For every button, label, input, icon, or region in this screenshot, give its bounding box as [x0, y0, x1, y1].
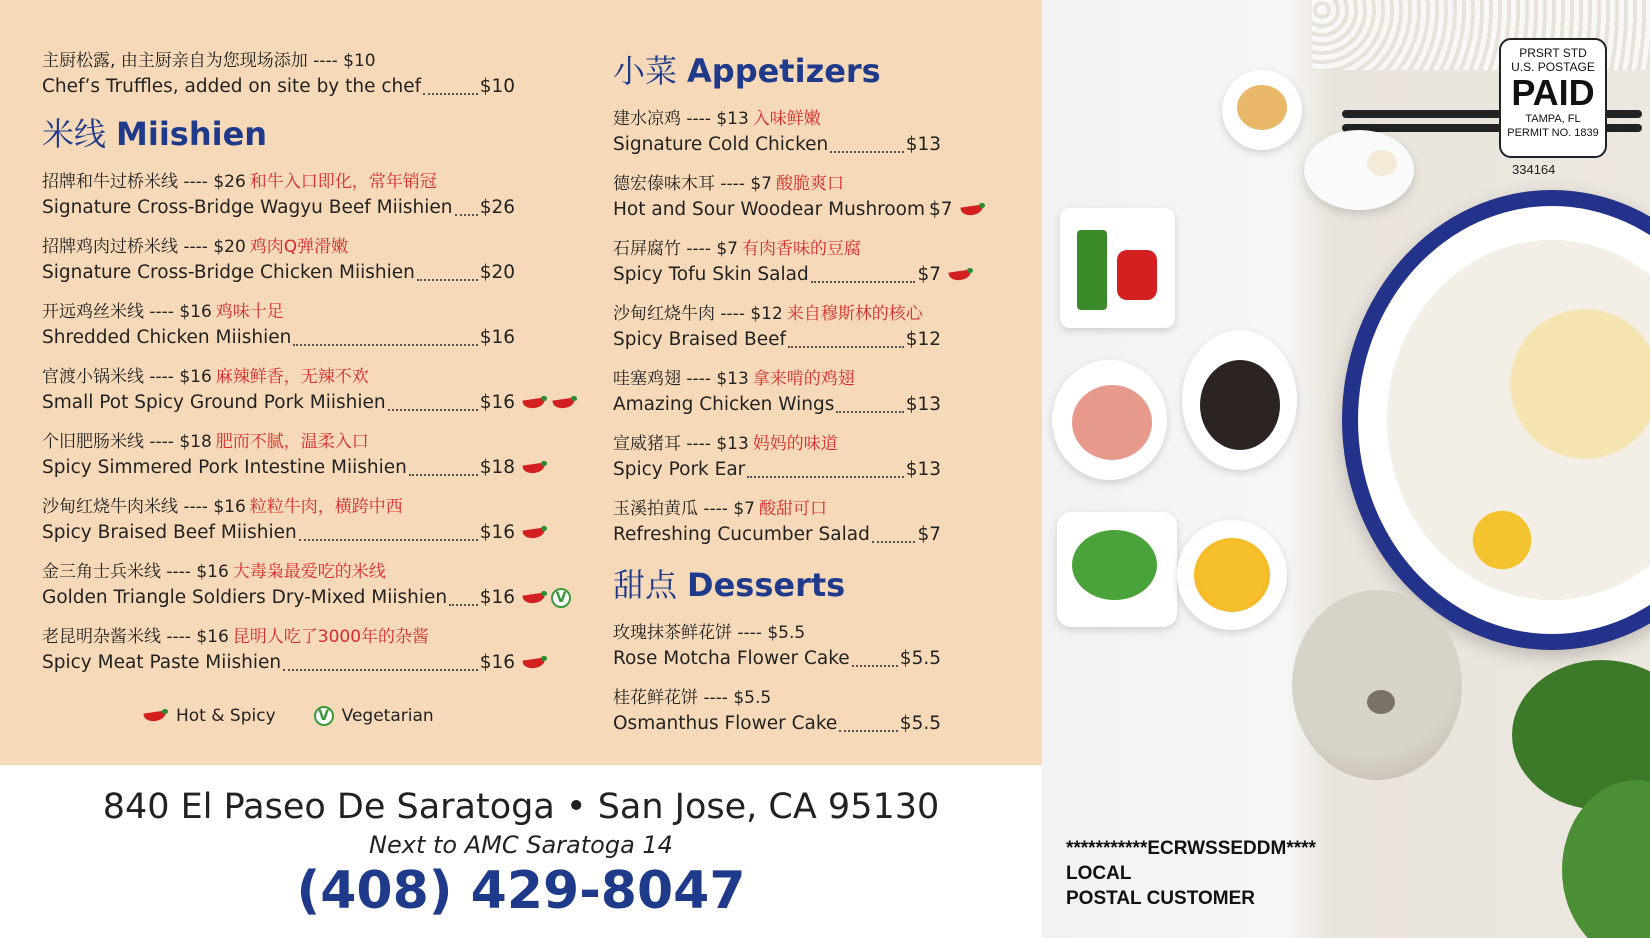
miishien-title: 米线 Miishien [42, 115, 268, 153]
menu-item [42, 364, 587, 416]
miishien-list [42, 169, 587, 676]
stone [1292, 590, 1462, 780]
item-name: Hot and Sour Woodear Mushroom [613, 199, 926, 220]
item-name: Spicy Tofu Skin Salad [613, 264, 809, 285]
item-zh: 沙甸红烧牛肉米线 ---- $16 粒粒牛肉，横跨中西 [42, 497, 403, 517]
item-zh: 石屏腐竹 ---- $7 有肉香味的豆腐 [613, 239, 861, 259]
menu-item [42, 624, 587, 676]
chili-pepper-icon [521, 591, 547, 605]
item-note: 妈妈的味道 [752, 434, 838, 454]
postage-stamp: PRSRT STD U.S. POSTAGE PAID TAMPA, FL PERMIT NO. 1839 [1499, 38, 1607, 158]
truffles-en: Chef’s Truffles, added on site by the chef [42, 76, 422, 97]
phone-number: (408) 429-8047 [296, 861, 746, 921]
item-zh: 沙甸红烧牛肉 ---- $12 来自穆斯林的核心 [613, 304, 923, 324]
item-zh: 宣威猪耳 ---- $13 妈妈的味道 [613, 434, 838, 454]
item-zh: 招牌鸡肉过桥米线 ---- $20 鸡肉Q弹滑嫩 [42, 237, 349, 257]
legend-veg: Vegetarian [341, 706, 434, 726]
desserts-title: 甜点 Desserts [613, 566, 846, 604]
vegetarian-icon: V [314, 706, 334, 726]
menu-item [613, 620, 1013, 672]
chili-pepper-icon [521, 656, 547, 670]
item-name: Shredded Chicken Miishien [42, 327, 292, 348]
menu-item [613, 106, 1013, 158]
item-price: $5.5 [899, 648, 941, 669]
menu-item [613, 171, 1013, 223]
item-note: 麻辣鲜香，无辣不欢 [215, 367, 369, 387]
desserts-list [613, 620, 1013, 737]
left-column [42, 48, 587, 689]
item-note: 和牛入口即化，常年销冠 [249, 172, 437, 192]
item-zh: 官渡小锅米线 ---- $16 麻辣鲜香，无辣不欢 [42, 367, 369, 387]
item-note: 粒粒牛肉，横跨中西 [249, 497, 403, 517]
chili-pepper-icon [521, 461, 547, 475]
item-price: $26 [479, 197, 515, 218]
food-photo [1042, 0, 1650, 938]
item-name: Signature Cross-Bridge Chicken Miishien [42, 262, 415, 283]
item-price: $13 [905, 134, 941, 155]
item-zh: 开远鸡丝米线 ---- $16 鸡味十足 [42, 302, 284, 322]
item-price: $16 [479, 652, 515, 673]
item-price: $20 [479, 262, 515, 283]
truffles-zh: 主厨松露, 由主厨亲自为您现场添加 ---- $10 [42, 51, 376, 71]
menu-item [613, 431, 1013, 483]
spoon [1304, 130, 1414, 210]
item-note: 酸脆爽口 [775, 174, 844, 194]
item-price: $12 [905, 329, 941, 350]
item-zh: 招牌和牛过桥米线 ---- $26 和牛入口即化，常年销冠 [42, 172, 437, 192]
chili-pepper-icon [959, 203, 985, 217]
menu-item [613, 301, 1013, 353]
item-note: 鸡肉Q弹滑嫩 [249, 237, 349, 257]
item-note: 来自穆斯林的核心 [786, 304, 923, 324]
item-name: Osmanthus Flower Cake [613, 713, 838, 734]
item-zh: 建水凉鸡 ---- $13 入味鲜嫩 [613, 109, 821, 129]
menu-item [42, 299, 587, 351]
item-name: Refreshing Cucumber Salad [613, 524, 870, 545]
item-name: Small Pot Spicy Ground Pork Miishien [42, 392, 386, 413]
item-note: 肥而不腻，温柔入口 [215, 432, 369, 452]
item-note: 昆明人吃了3000年的杂酱 [232, 627, 430, 647]
item-note: 鸡味十足 [215, 302, 284, 322]
legend-hot: Hot & Spicy [176, 706, 276, 726]
item-price: $7 [917, 524, 941, 545]
chili-pepper-icon [521, 396, 547, 410]
item-price: $7 [917, 264, 941, 285]
truffles-price: $10 [479, 76, 515, 97]
item-zh: 金三角士兵米线 ---- $16 大毒枭最爱吃的米线 [42, 562, 386, 582]
item-price: $13 [905, 394, 941, 415]
menu-item [42, 234, 587, 286]
address: 840 El Paseo De Saratoga • San Jose, CA 95130 [102, 787, 940, 827]
item-name: Signature Cross-Bridge Wagyu Beef Miishien [42, 197, 453, 218]
item-note: 入味鲜嫩 [752, 109, 821, 129]
footer [0, 765, 1042, 938]
item-price: $18 [479, 457, 515, 478]
item-note: 拿来啃的鸡翅 [752, 369, 855, 389]
item-name: Spicy Braised Beef [613, 329, 787, 350]
item-zh: 哇塞鸡翅 ---- $13 拿来啃的鸡翅 [613, 369, 855, 389]
item-zh: 玉溪拍黄瓜 ---- $7 酸甜可口 [613, 499, 827, 519]
appetizers-list [613, 106, 1013, 548]
mailing-block: ***********ECRWSSEDDM**** LOCAL POSTAL CUSTOMER [1066, 838, 1316, 909]
item-zh: 老昆明杂酱米线 ---- $16 昆明人吃了3000年的杂酱 [42, 627, 430, 647]
item-price: $13 [905, 459, 941, 480]
item-name: Spicy Meat Paste Miishien [42, 652, 282, 673]
appetizers-title: 小菜 Appetizers [613, 52, 881, 90]
menu-item [42, 494, 587, 546]
item-price: $16 [479, 392, 515, 413]
item-price: $5.5 [899, 713, 941, 734]
item-zh: 个旧肥肠米线 ---- $18 肥而不腻，温柔入口 [42, 432, 369, 452]
item-note: 有肉香味的豆腐 [741, 239, 861, 259]
vegetarian-icon: V [551, 588, 571, 608]
menu-item [613, 685, 1013, 737]
menu-item [613, 366, 1013, 418]
item-name: Rose Motcha Flower Cake [613, 648, 850, 669]
item-note: 酸甜可口 [758, 499, 827, 519]
postage-number: 334164 [1512, 162, 1556, 177]
truffles-item [42, 48, 587, 100]
item-name: Golden Triangle Soldiers Dry-Mixed Miishien [42, 587, 448, 608]
menu-item [42, 169, 587, 221]
item-zh: 德宏傣味木耳 ---- $7 酸脆爽口 [613, 174, 844, 194]
menu-item [613, 236, 1013, 288]
item-name: Spicy Simmered Pork Intestine Miishien [42, 457, 407, 478]
item-zh: 玫瑰抹茶鲜花饼 ---- $5.5 [613, 623, 806, 643]
item-price: $7 [929, 199, 953, 220]
chili-pepper-icon [551, 396, 577, 410]
item-name: Signature Cold Chicken [613, 134, 829, 155]
item-name: Spicy Pork Ear [613, 459, 746, 480]
legend [142, 706, 434, 726]
menu-item [613, 496, 1013, 548]
item-name: Amazing Chicken Wings [613, 394, 835, 415]
right-column [613, 50, 1013, 750]
chili-pepper-icon [142, 709, 168, 723]
menu-item [42, 559, 587, 611]
item-price: $16 [479, 522, 515, 543]
chili-pepper-icon [947, 268, 973, 282]
chili-pepper-icon [521, 526, 547, 540]
menu-item [42, 429, 587, 481]
item-price: $16 [479, 327, 515, 348]
item-name: Spicy Braised Beef Miishien [42, 522, 297, 543]
item-note: 大毒枭最爱吃的米线 [232, 562, 386, 582]
item-price: $16 [479, 587, 515, 608]
item-zh: 桂花鲜花饼 ---- $5.5 [613, 688, 772, 708]
landmark: Next to AMC Saratoga 14 [369, 831, 673, 859]
